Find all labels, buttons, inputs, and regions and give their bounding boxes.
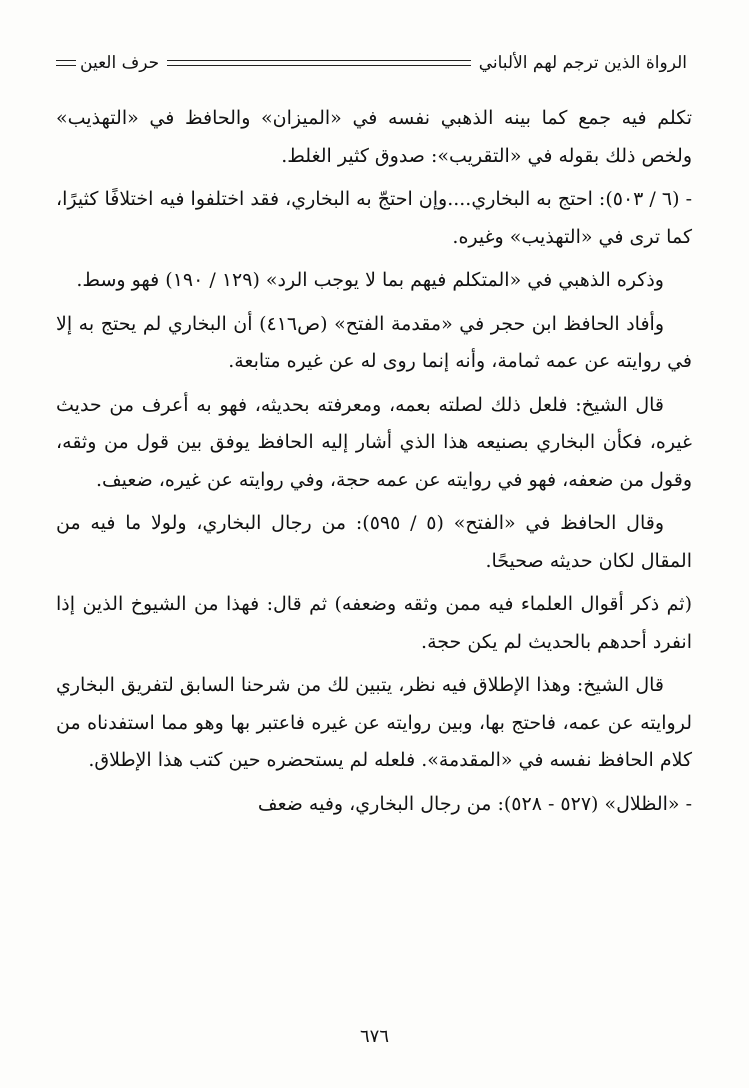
- running-header: [56, 50, 687, 76]
- paragraph-7: (ثم ذكر أقوال العلماء فيه ممن وثقه وضعفه) ثم قال: فهذا من الشيوخ الذين إذا انفرد أحدهم بالحديث لم يكن حجة.: [56, 593, 692, 653]
- paragraph-4: وأفاد الحافظ ابن حجر في «مقدمة الفتح» (ص٤١٦) أن البخاري لم يحتج به إلا في روايته عن عمه ثمامة، وأنه إنما روى له عن غيره متابعة.: [56, 312, 692, 372]
- chapter-title: حرف العين: [80, 53, 160, 73]
- paragraph-5: قال الشيخ: فلعل ذلك لصلته بعمه، ومعرفته بحديثه، فهو به أعرف من حديث غيره، فكأن البخاري بصنيعه هذا الذي أشار إليه الحافظ يوفق بين قول من وثقه، وقول من ضعفه، فهو في روايته عن عمه حجة، وفي روايته عن غيره، ضعيف.: [56, 393, 692, 491]
- paragraph-9: - «الظلال» (٥٢٧ - ٥٢٨): من رجال البخاري، وفيه ضعف: [257, 792, 692, 815]
- paragraph-6: وقال الحافظ في «الفتح» (٥ / ٥٩٥): من رجال البخاري، ولولا ما فيه من المقال لكان حديثه صحيحًا.: [56, 512, 692, 572]
- page-body: [56, 100, 692, 829]
- paragraph-1: تكلم فيه جمع كما بينه الذهبي نفسه في «الميزان» والحافظ في «التهذيب» ولخص ذلك بقوله في «التقريب»: صدوق كثير الغلط.: [56, 107, 692, 167]
- paragraph-3: وذكره الذهبي في «المتكلم فيهم بما لا يوجب الرد» (١٢٩ / ١٩٠) فهو وسط.: [76, 269, 664, 291]
- header-rule: [167, 60, 471, 66]
- page-number: ٦٧٦: [359, 1026, 389, 1047]
- paragraph-8: قال الشيخ: وهذا الإطلاق فيه نظر، يتبين لك من شرحنا السابق لتفريق البخاري لروايته عن عمه، فاحتج بها، وبين روايته عن غيره فاعتبر بها وهو مما استفدناه من كلام الحافظ نفسه في «المقدمة». فلعله لم يستحضره حين كتب هذا الإطلاق.: [56, 674, 692, 771]
- book-title: الرواة الذين ترجم لهم الألباني: [478, 53, 687, 73]
- paragraph-2: - (٦ / ٥٠٣): احتج به البخاري....وإن احتجّ به البخاري، فقد اختلفوا فيه اختلافًا كثيرًا، كما ترى في «التهذيب» وغيره.: [56, 188, 693, 248]
- header-end-rule: [56, 60, 76, 66]
